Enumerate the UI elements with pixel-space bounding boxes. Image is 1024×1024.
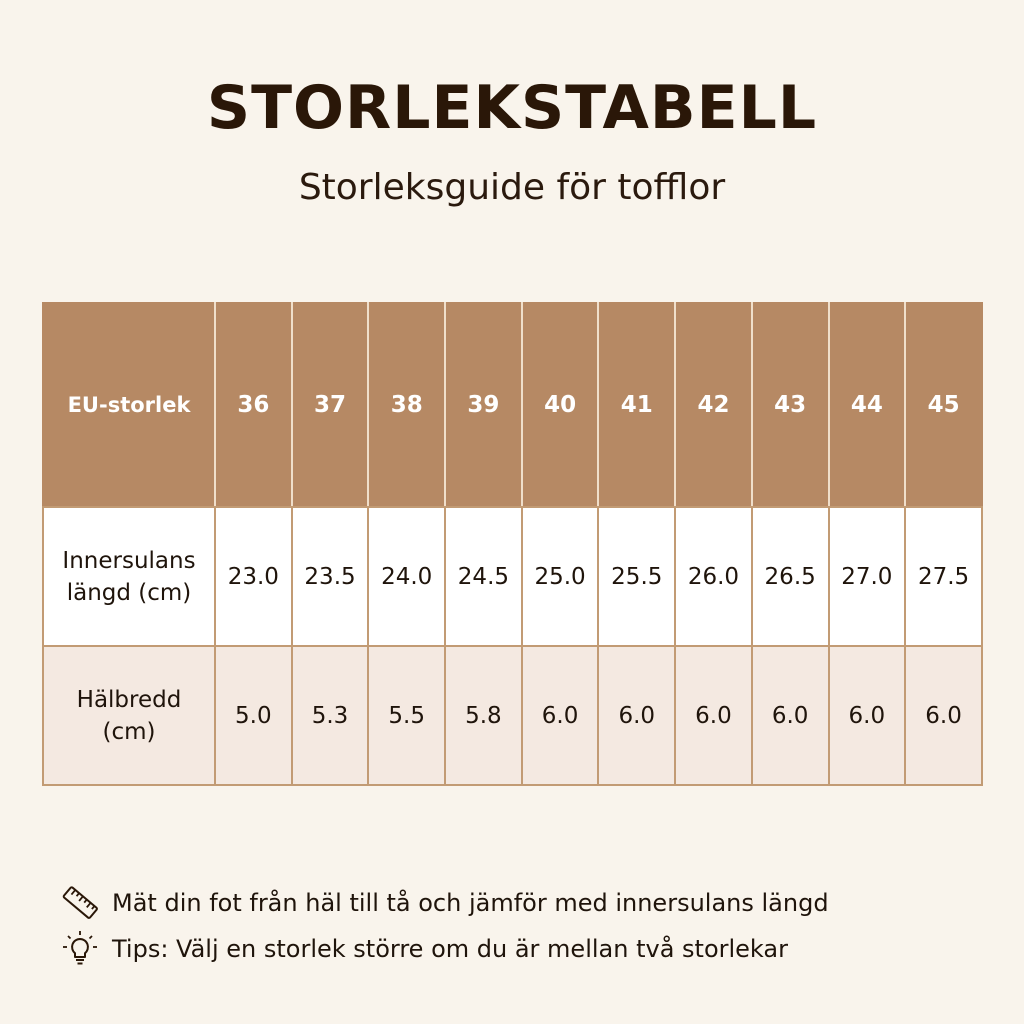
ruler-icon bbox=[60, 883, 100, 923]
table-cell: 5.3 bbox=[292, 646, 369, 785]
notes-section bbox=[60, 880, 1000, 972]
size-header-cell: 43 bbox=[752, 303, 829, 507]
row-label-line: Hälbredd bbox=[76, 686, 182, 713]
table-cell: 23.5 bbox=[292, 507, 369, 646]
lightbulb-icon bbox=[60, 929, 100, 969]
table-cell: 25.5 bbox=[598, 507, 675, 646]
table-cell: 26.5 bbox=[752, 507, 829, 646]
row-label-line: Innersulans bbox=[62, 547, 196, 574]
table-cell: 6.0 bbox=[752, 646, 829, 785]
size-header-cell: 36 bbox=[215, 303, 292, 507]
table-cell: 5.0 bbox=[215, 646, 292, 785]
note-text: Mät din fot från häl till tå och jämför med innersulans längd bbox=[112, 889, 829, 917]
table-cell: 26.0 bbox=[675, 507, 752, 646]
page-subtitle: Storleksguide för tofflor bbox=[298, 167, 726, 208]
size-header-cell: 40 bbox=[522, 303, 599, 507]
table-cell: 6.0 bbox=[829, 646, 906, 785]
table-cell: 27.0 bbox=[829, 507, 906, 646]
row-label-heel-width bbox=[43, 646, 215, 785]
table-cell: 5.5 bbox=[368, 646, 445, 785]
page-title: STORLEKSTABELL bbox=[206, 73, 818, 143]
table-cell: 24.5 bbox=[445, 507, 522, 646]
size-header-cell: 38 bbox=[368, 303, 445, 507]
row-label-insole-length bbox=[43, 507, 215, 646]
size-header-cell: 45 bbox=[905, 303, 982, 507]
table-cell: 5.8 bbox=[445, 646, 522, 785]
table-cell: 6.0 bbox=[905, 646, 982, 785]
size-table bbox=[42, 302, 983, 786]
table-cell: 6.0 bbox=[598, 646, 675, 785]
table-header-row bbox=[43, 303, 982, 507]
table-row-insole-length bbox=[43, 507, 982, 646]
note-measure bbox=[60, 880, 1000, 926]
table-cell: 25.0 bbox=[522, 507, 599, 646]
row-label-line: (cm) bbox=[102, 718, 156, 745]
table-cell: 6.0 bbox=[675, 646, 752, 785]
size-header-cell: 44 bbox=[829, 303, 906, 507]
size-header-cell: 42 bbox=[675, 303, 752, 507]
size-header-cell: 39 bbox=[445, 303, 522, 507]
header-label-eu-size: EU-storlek bbox=[43, 303, 215, 507]
table-cell: 24.0 bbox=[368, 507, 445, 646]
note-tip bbox=[60, 926, 1000, 972]
size-header-cell: 37 bbox=[292, 303, 369, 507]
table-row-heel-width bbox=[43, 646, 982, 785]
table-cell: 27.5 bbox=[905, 507, 982, 646]
note-text: Tips: Välj en storlek större om du är mellan två storlekar bbox=[112, 935, 788, 963]
row-label-line: längd (cm) bbox=[66, 579, 192, 606]
size-header-cell: 41 bbox=[598, 303, 675, 507]
table-cell: 23.0 bbox=[215, 507, 292, 646]
table-cell: 6.0 bbox=[522, 646, 599, 785]
